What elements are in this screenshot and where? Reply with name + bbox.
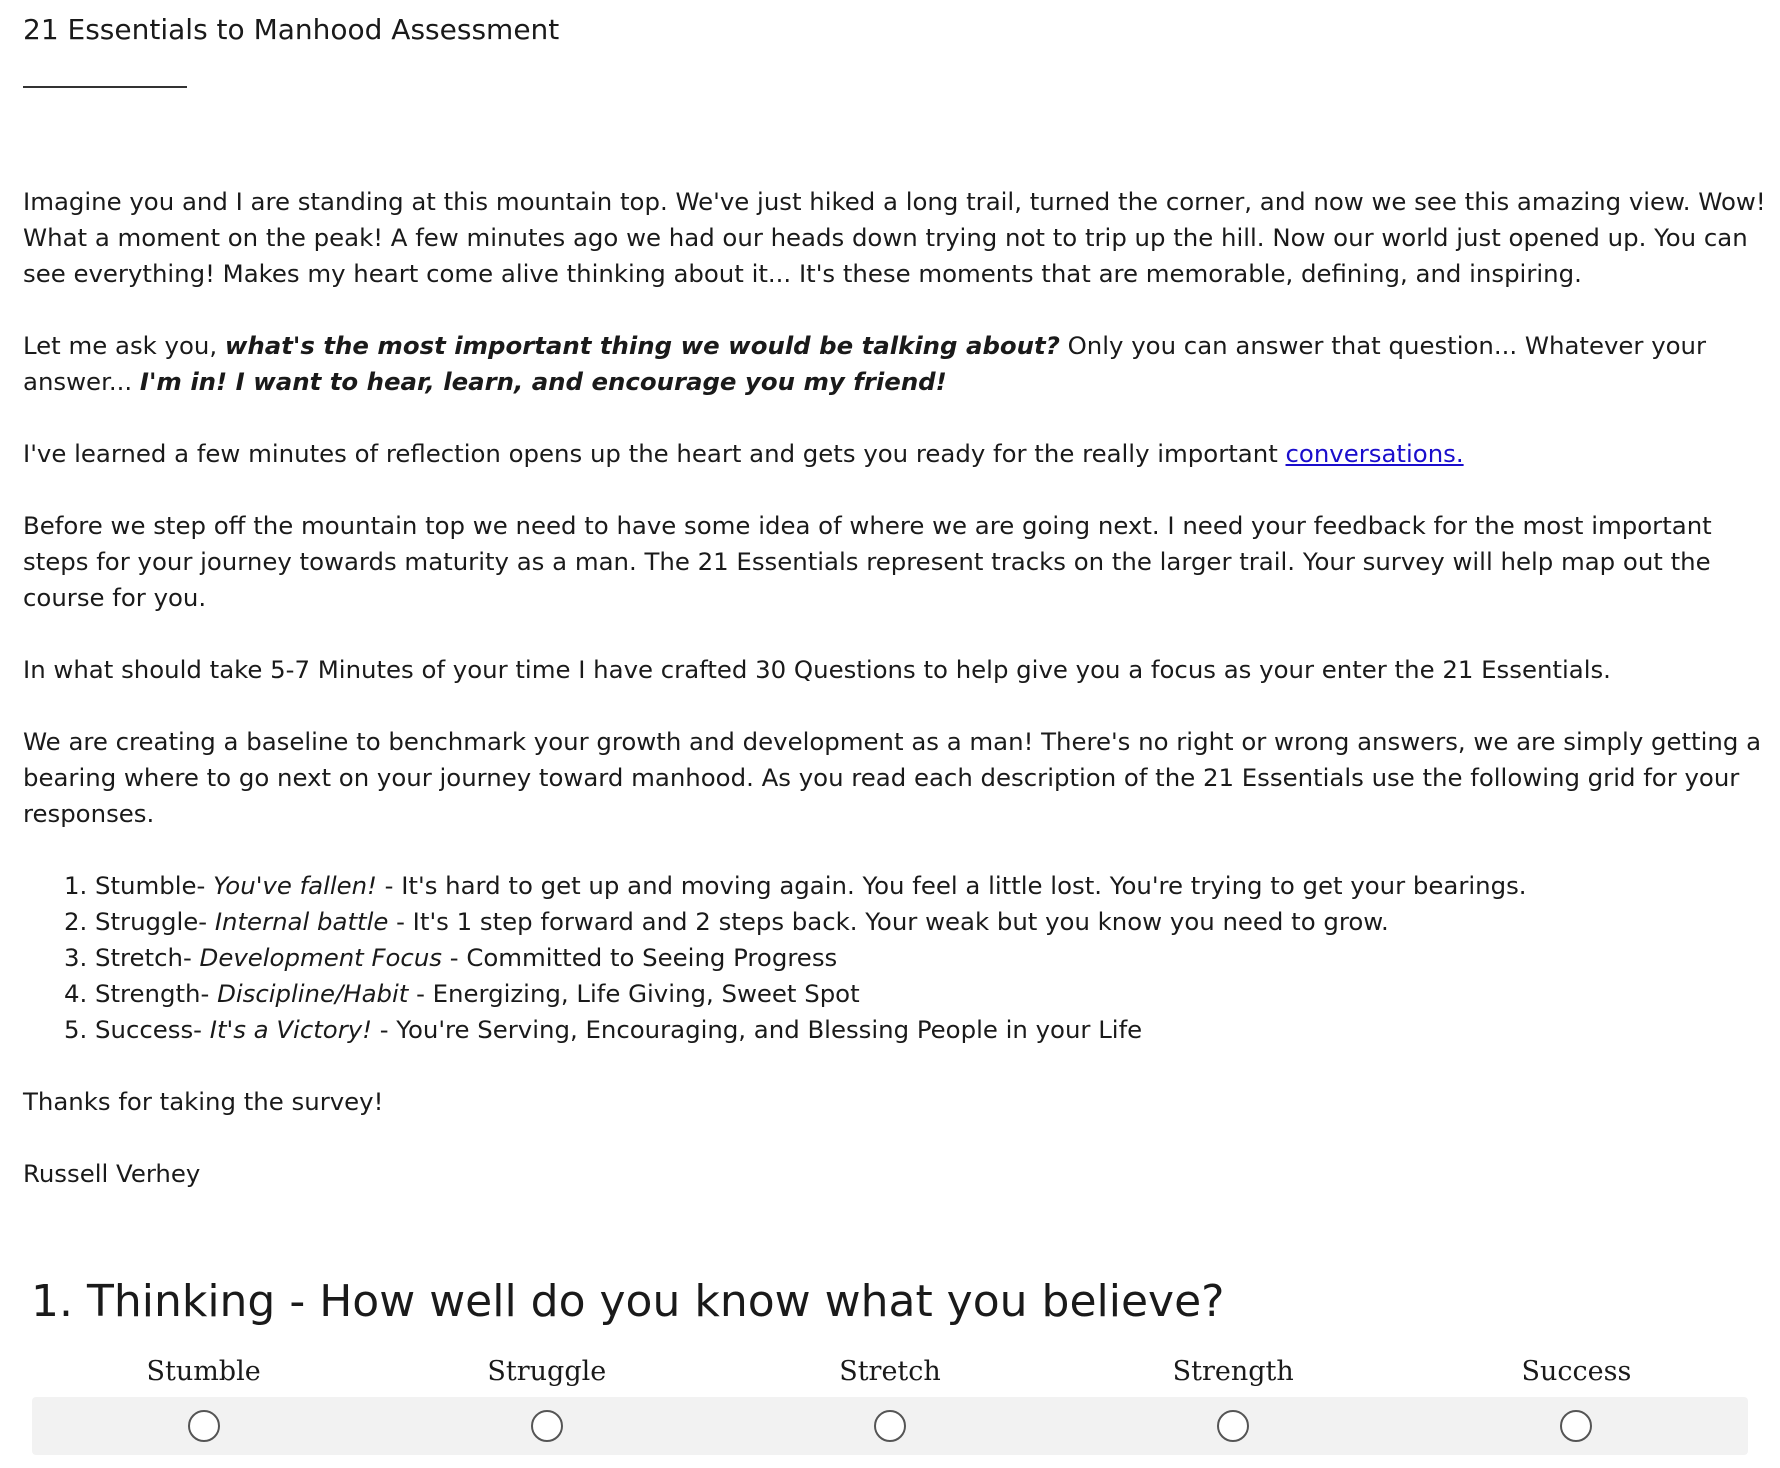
intro-paragraph-2 (23, 328, 1768, 400)
title-divider (23, 86, 187, 88)
conversations-link[interactable]: conversations. (1285, 439, 1464, 468)
survey-title: 21 Essentials to Manhood Assessment (23, 13, 560, 46)
scale-tagline: Development Focus (199, 943, 443, 972)
scale-term: Stretch- (95, 943, 200, 972)
thanks-text: Thanks for taking the survey! (23, 1087, 384, 1116)
intro-paragraph-5: In what should take 5-7 Minutes of your time I have crafted 30 Questions to help give you a focus as your enter the 21 Essentials. (23, 655, 1611, 684)
question-1-column-labels (32, 1352, 1748, 1392)
column-label-success: Success (1521, 1356, 1632, 1387)
response-cell-strength (1062, 1397, 1405, 1455)
response-cell-stumble (32, 1397, 375, 1455)
intro-p3-text: I've learned a few minutes of reflection opens up the heart and gets you ready for the really important (23, 439, 1286, 468)
scale-description: - Energizing, Life Giving, Sweet Spot (408, 979, 860, 1008)
scale-item-strength (95, 976, 1768, 1012)
intro-paragraph-4: Before we step off the mountain top we need to have some idea of where we are going next. I need your feedback for the most important steps for your journey towards maturity as a man. The 21 Essentials represent tracks on the larger trail. Your survey will help map out the course for you. (23, 511, 1712, 612)
scale-term: Struggle- (95, 907, 215, 936)
column-label-stretch: Stretch (839, 1356, 941, 1387)
response-cell-struggle (375, 1397, 718, 1455)
column-label-stumble: Stumble (146, 1356, 261, 1387)
question-1-title: 1. Thinking - How well do you know what you believe? (31, 1276, 1225, 1327)
intro-section (23, 184, 1768, 1228)
scale-term: Stumble- (95, 871, 214, 900)
intro-p2-lead: Let me ask you, (23, 331, 225, 360)
scale-tagline: It's a Victory! (209, 1015, 372, 1044)
author-signature: Russell Verhey (23, 1159, 201, 1188)
scale-description: - Committed to Seeing Progress (442, 943, 838, 972)
scale-term: Success- (95, 1015, 210, 1044)
radio-strength[interactable] (1217, 1410, 1249, 1442)
response-cell-stretch (718, 1397, 1061, 1455)
column-label-struggle: Struggle (487, 1356, 607, 1387)
scale-tagline: You've fallen! (213, 871, 377, 900)
column-label-strength: Strength (1172, 1356, 1294, 1387)
radio-stretch[interactable] (874, 1410, 906, 1442)
intro-p2-emphasis-answer: I'm in! I want to hear, learn, and encourage you my friend! (139, 367, 947, 396)
radio-struggle[interactable] (531, 1410, 563, 1442)
scale-description: - It's hard to get up and moving again. You feel a little lost. You're trying to get your bearings. (376, 871, 1527, 900)
scale-item-struggle (95, 904, 1768, 940)
scale-item-stretch (95, 940, 1768, 976)
response-cell-success (1405, 1397, 1748, 1455)
scale-tagline: Discipline/Habit (217, 979, 409, 1008)
scale-item-success (95, 1012, 1768, 1048)
scale-item-stumble (95, 868, 1768, 904)
scale-description: - It's 1 step forward and 2 steps back. Your weak but you know you need to grow. (388, 907, 1389, 936)
radio-success[interactable] (1560, 1410, 1592, 1442)
intro-paragraph-1: Imagine you and I are standing at this mountain top. We've just hiked a long trail, turned the corner, and now we see this amazing view. Wow! What a moment on the peak! A few minutes ago we had our heads down trying not to trip up the hill. Now our world just opened up. You can see everything! Makes my heart come alive thinking about it... It's these moments that are memorable, defining, and inspiring. (23, 187, 1766, 288)
intro-paragraph-6: We are creating a baseline to benchmark your growth and development as a man! There's no right or wrong answers, we are simply getting a bearing where to go next on your journey toward manhood. As you read each description of the 21 Essentials use the following grid for your responses. (23, 727, 1762, 828)
intro-paragraph-3 (23, 436, 1768, 472)
scale-tagline: Internal battle (214, 907, 389, 936)
scale-description: - You're Serving, Encouraging, and Blessing People in your Life (371, 1015, 1143, 1044)
question-1-response-row (32, 1397, 1748, 1455)
intro-p2-emphasis-question: what's the most important thing we would be talking about? (224, 331, 1060, 360)
radio-stumble[interactable] (188, 1410, 220, 1442)
response-scale-list (23, 868, 1768, 1048)
scale-term: Strength- (95, 979, 218, 1008)
intro-p2-middle: Only you can answer that question... Whatever your answer... (23, 331, 1707, 396)
